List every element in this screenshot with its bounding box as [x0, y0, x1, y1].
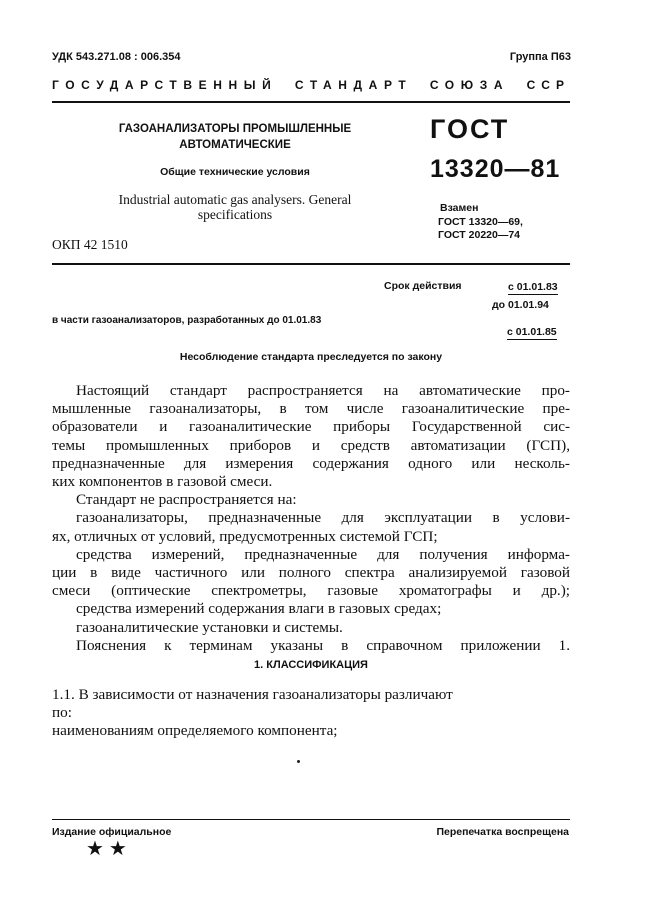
stars-mark: ★ ★ — [86, 838, 127, 860]
body-line: предназначенные для измерения содержания одного или несколь- — [52, 454, 570, 472]
clause-text — [52, 686, 570, 741]
body-line: смеси (оптические спектрометры, газовые хроматографы и др.); — [52, 582, 570, 600]
body-line: ях, отличных от условий, предусмотренных системой ГСП; — [52, 527, 438, 545]
replaces-item: ГОСТ 13320—69, — [438, 215, 523, 228]
body-line: темы промышленных приборов и средств автоматизации (ГСП), — [52, 436, 570, 454]
body-text — [52, 382, 570, 655]
clause-line: 1.1. В зависимости от назначения газоанализаторы различают — [52, 686, 453, 703]
gost-number: 13320—81 — [430, 155, 561, 183]
valid-from-date: с 01.01.83 — [508, 281, 558, 293]
banner-word: СТАНДАРТ — [294, 78, 413, 92]
body-line: образователи и газоаналитические приборы Государственной сис- — [52, 418, 570, 436]
valid-from-date-2: с 01.01.85 — [507, 326, 557, 338]
body-line: газоанализаторы, предназначенные для эксплуатации в услови- — [76, 509, 570, 527]
clause-line: по: — [52, 704, 72, 722]
group-code: Группа П63 — [509, 51, 571, 63]
validity-part-note: в части газоанализаторов, разработанных до 01.01.83 — [52, 315, 322, 326]
body-line: газоаналитические установки и системы. — [76, 618, 343, 636]
replaces-item: ГОСТ 20220—74 — [438, 229, 521, 241]
section-heading: 1. КЛАССИФИКАЦИЯ — [254, 659, 368, 671]
body-line: ции в виде частичного или полного спектра анализируемой газовой — [52, 564, 570, 582]
footer-rule — [52, 819, 570, 820]
banner-word: СОЮЗА — [429, 78, 510, 92]
document-subtitle: Общие технические условия — [160, 166, 310, 178]
body-line: Настоящий стандарт распространяется на автоматические про- — [76, 382, 570, 399]
replaces-label: Взамен — [440, 202, 479, 214]
body-line: средства измерений содержания влаги в газовых средах; — [76, 600, 442, 618]
body-line: средства измерений, предназначенные для получения информа- — [76, 545, 570, 563]
body-line: Пояснения к терминам указаны в справочном приложении 1. — [76, 636, 570, 654]
gost-label: ГОСТ — [430, 114, 510, 144]
body-line: мышленные газоанализаторы, в том числе газоаналитические пре- — [52, 400, 570, 418]
okp-code: ОКП 42 1510 — [52, 237, 128, 252]
english-title: Industrial automatic gas analysers. General specifications — [118, 192, 352, 222]
print-speck — [297, 760, 300, 763]
official-edition-label: Издание официальное — [52, 826, 172, 838]
banner-word: ССР — [526, 78, 570, 92]
replaces-block — [440, 202, 523, 243]
udc-code: УДК 543.271.08 : 006.354 — [52, 51, 181, 63]
document-title: ГАЗОАНАЛИЗАТОРЫ ПРОМЫШЛЕННЫЕ АВТОМАТИЧЕСКИЕ — [118, 123, 352, 151]
legal-warning: Несоблюдение стандарта преследуется по закону — [179, 351, 443, 363]
clause-line: наименованиям определяемого компонента; — [52, 722, 338, 740]
title-rule — [52, 263, 570, 265]
validity-label: Срок действия — [384, 280, 462, 292]
valid-to-date: до 01.01.94 — [492, 299, 549, 311]
body-line: Стандарт не распространяется на: — [76, 491, 297, 509]
reprint-prohibited-label: Перепечатка воспрещена — [436, 826, 569, 838]
state-standard-banner — [52, 78, 570, 92]
body-line: ких компонентов в газовой смеси. — [52, 473, 273, 491]
header-rule — [52, 101, 570, 103]
banner-word: ГОСУДАРСТВЕННЫЙ — [52, 78, 278, 92]
